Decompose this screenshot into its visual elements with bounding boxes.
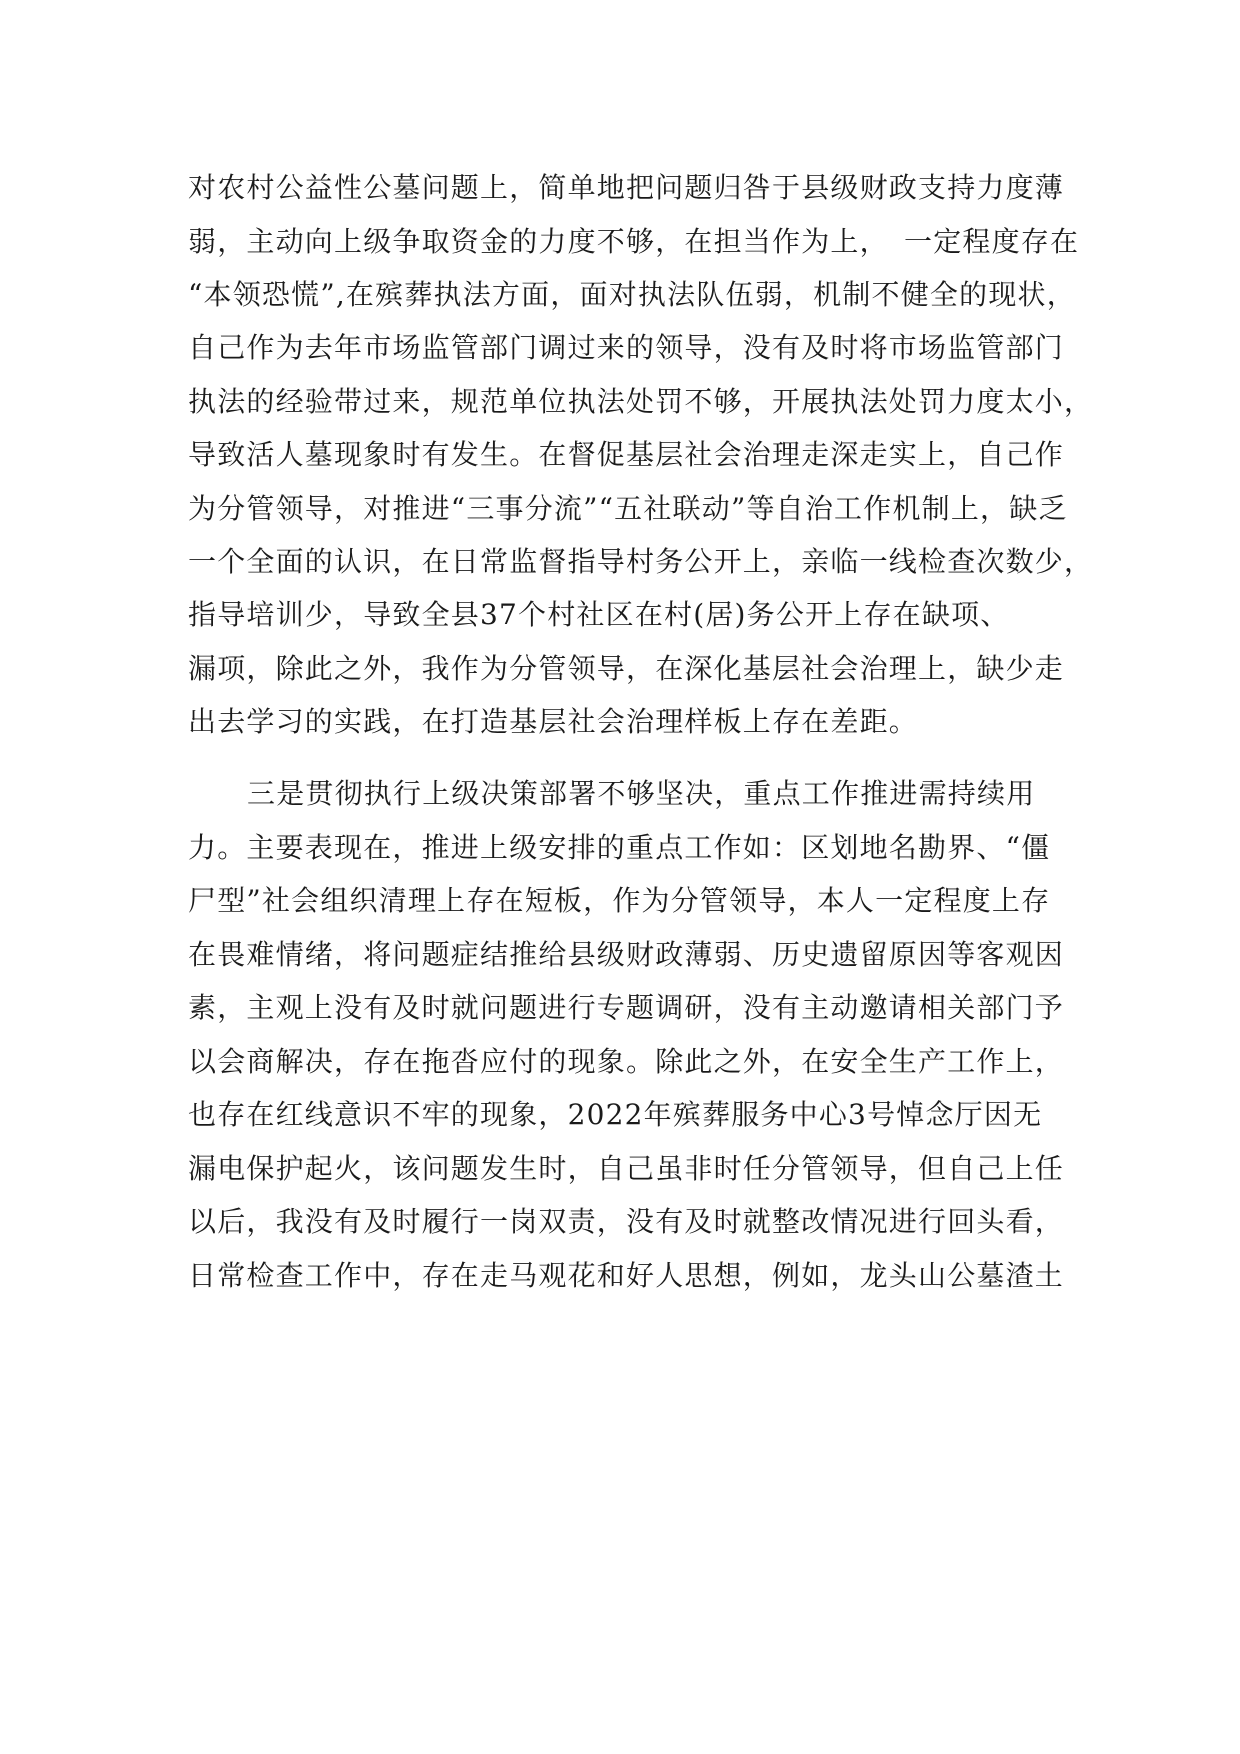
text-line: 执法的经验带过来，规范单位执法处罚不够，开展执法处罚力度太小， <box>188 385 1094 418</box>
text-line: 也存在红线意识不牢的现象，2022年殡葬服务中心3号悼念厅因无 <box>188 1098 1043 1131</box>
text-line: 以后，我没有及时履行一岗双责，没有及时就整改情况进行回头看， <box>188 1205 1065 1238</box>
text-line: “本领恐慌”,在殡葬执法方面，面对执法队伍弱，机制不健全的现状， <box>188 278 1076 311</box>
text-line: 尸型”社会组织清理上存在短板，作为分管领导，本人一定程度上存 <box>188 884 1051 917</box>
text-line: 日常检查工作中，存在走马观花和好人思想，例如，龙头山公墓渣土 <box>188 1259 1065 1292</box>
text-line: 以会商解决，存在拖沓应付的现象。除此之外，在安全生产工作上， <box>188 1045 1065 1078</box>
text-line: 弱，主动向上级争取资金的力度不够，在担当作为上， 一定程度存在 <box>188 225 1080 258</box>
paragraph-start-line: 三是贯彻执行上级决策部署不够坚决，重点工作推进需持续用 <box>247 777 1036 810</box>
text-line: 自己作为去年市场监管部门调过来的领导，没有及时将市场监管部门 <box>188 331 1065 364</box>
text-line: 出去学习的实践，在打造基层社会治理样板上存在差距。 <box>188 705 919 738</box>
text-line: 一个全面的认识，在日常监督指导村务公开上，亲临一线检查次数少， <box>188 545 1094 578</box>
text-line: 导致活人墓现象时有发生。在督促基层社会治理走深走实上，自己作 <box>188 438 1065 471</box>
text-line: 为分管领导，对推进“三事分流”“五社联动”等自治工作机制上，缺乏 <box>188 492 1068 525</box>
text-line: 素，主观上没有及时就问题进行专题调研，没有主动邀请相关部门予 <box>188 991 1065 1024</box>
text-line: 对农村公益性公墓问题上，简单地把问题归咎于县级财政支持力度薄 <box>188 171 1065 204</box>
text-line: 力。主要表现在，推进上级安排的重点工作如：区划地名勘界、“僵 <box>188 831 1051 864</box>
text-line: 漏电保护起火，该问题发生时，自己虽非时任分管领导，但自己上任 <box>188 1152 1065 1185</box>
text-line: 在畏难情绪，将问题症结推给县级财政薄弱、历史遗留原因等客观因 <box>188 938 1065 971</box>
text-line: 指导培训少，导致全县37个村社区在村(居)务公开上存在缺项、 <box>188 598 1010 631</box>
text-line: 漏项，除此之外，我作为分管领导，在深化基层社会治理上，缺少走 <box>188 652 1065 685</box>
